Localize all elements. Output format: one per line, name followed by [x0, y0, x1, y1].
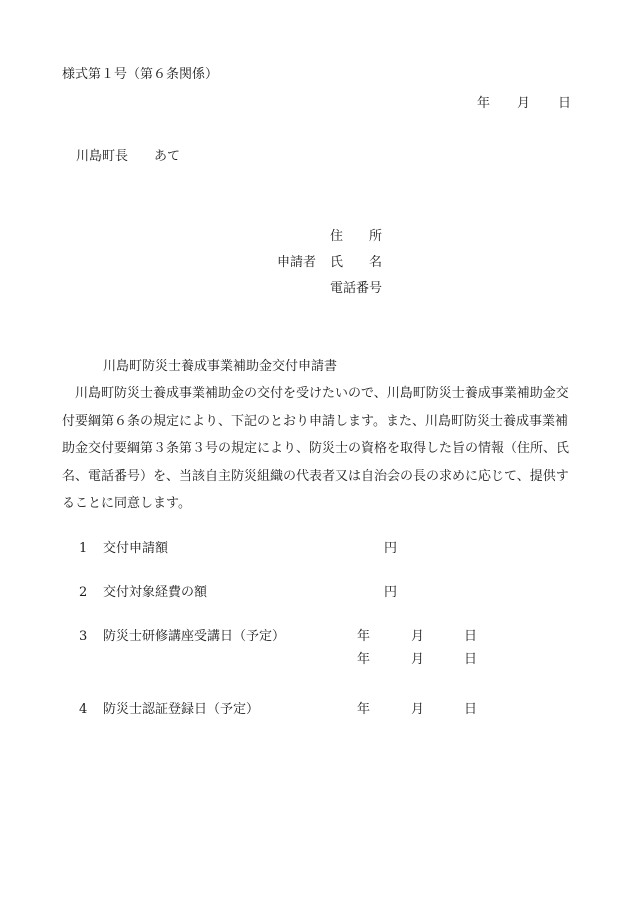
body-line: 川島町防災士養成事業補助金の交付を受けたいので、川島町防災士養成事業補助金交 — [75, 386, 569, 401]
body-line: 付要綱第６条の規定により、下記のとおり申請します。また、川島町防災士養成事業補 — [62, 413, 568, 429]
item-label: 防災士研修講座受講日（予定） — [103, 629, 286, 644]
item-year-label: 年 — [357, 702, 371, 717]
item-label: 交付対象経費の額 — [103, 585, 208, 600]
item-number: 4 — [79, 702, 88, 717]
form-number: 様式第１号（第６条関係） — [62, 67, 219, 82]
item-unit: 円 — [384, 541, 398, 556]
item-label: 交付申請額 — [103, 541, 169, 556]
item-label: 防災士認証登録日（予定） — [103, 702, 260, 717]
item-month-label: 月 — [411, 702, 425, 717]
date-year-label: 年 — [477, 96, 491, 111]
item-number: 3 — [79, 629, 88, 644]
item-day-label: 日 — [464, 702, 478, 717]
item-day-label: 日 — [464, 652, 478, 667]
item-month-label: 月 — [411, 652, 425, 667]
document-title: 川島町防災士養成事業補助金交付申請書 — [103, 359, 338, 374]
item-year-label: 年 — [357, 629, 371, 644]
body-paragraph — [62, 380, 580, 518]
name-label: 氏 名 — [330, 255, 383, 270]
body-line: ることに同意します。 — [62, 496, 191, 511]
phone-label: 電話番号 — [330, 281, 383, 296]
applicant-label: 申請者 — [277, 255, 317, 270]
date-month-label: 月 — [517, 96, 531, 111]
item-day-label: 日 — [464, 629, 478, 644]
body-line: 助金交付要綱第３条第３号の規定により、防災士の資格を取得した旨の情報（住所、氏 — [62, 441, 570, 456]
item-unit: 円 — [384, 585, 398, 600]
date-day-label: 日 — [558, 96, 572, 111]
address-label: 住 所 — [330, 229, 383, 244]
item-month-label: 月 — [411, 629, 425, 644]
item-number: 1 — [79, 541, 88, 556]
recipient: 川島町長 あて — [76, 149, 181, 164]
item-number: 2 — [79, 585, 88, 600]
body-line: 名、電話番号）を、当該自主防災組織の代表者又は自治会の長の求めに応じて、提供す — [62, 468, 569, 484]
item-year-label: 年 — [357, 652, 371, 667]
